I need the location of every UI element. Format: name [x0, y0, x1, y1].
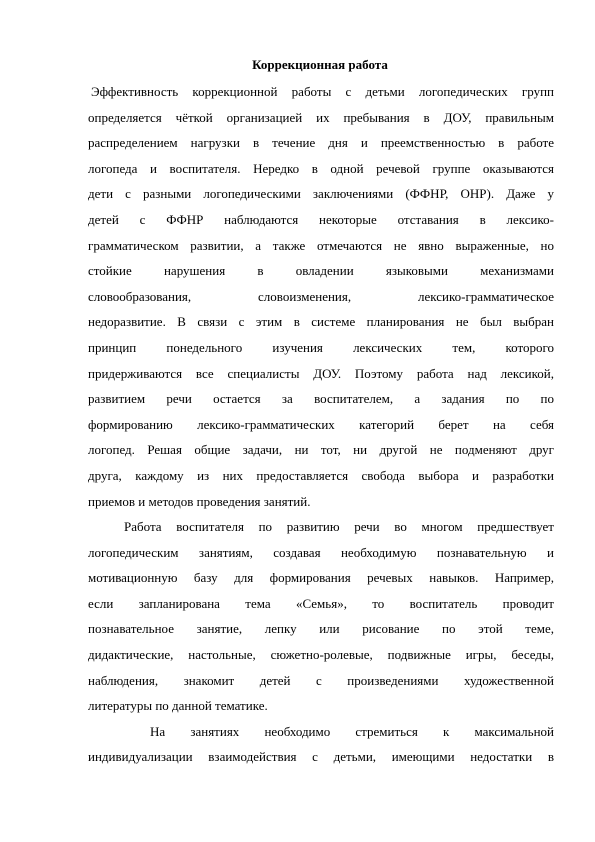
- text-line: Эффективность коррекционной работы с детьми логопедических групп: [91, 84, 554, 99]
- text-line: словообразования, словоизменения, лексико-грамматическое: [88, 288, 554, 304]
- text-line: мотивационную базу для формирования речевых навыков. Например,: [88, 570, 554, 586]
- text-line: логопедическим занятиям, создавая необходимую познавательную и: [88, 544, 554, 560]
- text-line: приемов и методов проведения занятий.: [88, 493, 311, 509]
- text-line: принцип понедельного изучения лексических тем, которого: [88, 339, 554, 355]
- text-line: формированию лексико-грамматических категорий берет на себя: [88, 416, 554, 432]
- text-line: детей с ФФНР наблюдаются некоторые отставания в лексико-: [88, 211, 554, 227]
- text-line: логопед. Решая общие задачи, ни тот, ни другой не подменяют друг: [88, 442, 554, 458]
- text-line: литературы по данной тематике.: [88, 698, 268, 714]
- text-line: придерживаются все специалисты ДОУ. Поэтому работа над лексикой,: [88, 365, 554, 381]
- text-line: наблюдения, знакомит детей с произведениями художественной: [88, 672, 554, 688]
- text-line: распределением нагрузки в течение дня и преемственностью в работе: [88, 135, 554, 151]
- text-line: определяется чёткой организацией их пребывания в ДОУ, правильным: [88, 109, 554, 125]
- text-line: стойкие нарушения в овладении языковыми механизмами: [88, 263, 554, 279]
- text-line: недоразвитие. В связи с этим в системе планирования не был выбран: [88, 314, 554, 330]
- text-line: если запланирована тема «Семья», то воспитатель проводит: [88, 595, 554, 611]
- text-line: Работа воспитателя по развитию речи во многом предшествует: [124, 519, 554, 535]
- text-line: На занятиях необходимо стремиться к максимальной: [150, 723, 554, 739]
- text-line: дети с разными логопедическими заключениями (ФФНР, ОНР). Даже у: [88, 186, 554, 202]
- text-line: грамматическом развитии, а также отмечаются не явно выраженные, но: [88, 237, 554, 253]
- text-line: дидактические, настольные, сюжетно-ролевые, подвижные игры, беседы,: [88, 647, 554, 663]
- text-line: познавательное занятие, лепку или рисование по этой теме,: [88, 621, 554, 637]
- text-line: развитием речи остается за воспитателем, а задания по по: [88, 391, 554, 407]
- page-title: Коррекционная работа: [252, 57, 388, 72]
- body-text: [88, 79, 554, 770]
- text-line: логопеда и воспитателя. Нередко в одной речевой группе оказываются: [88, 160, 554, 176]
- text-line: друга, каждому из них предоставляется свобода выбора и разработки: [88, 467, 554, 483]
- text-line: индивидуализации взаимодействия с детьми, имеющими недостатки в: [88, 749, 554, 765]
